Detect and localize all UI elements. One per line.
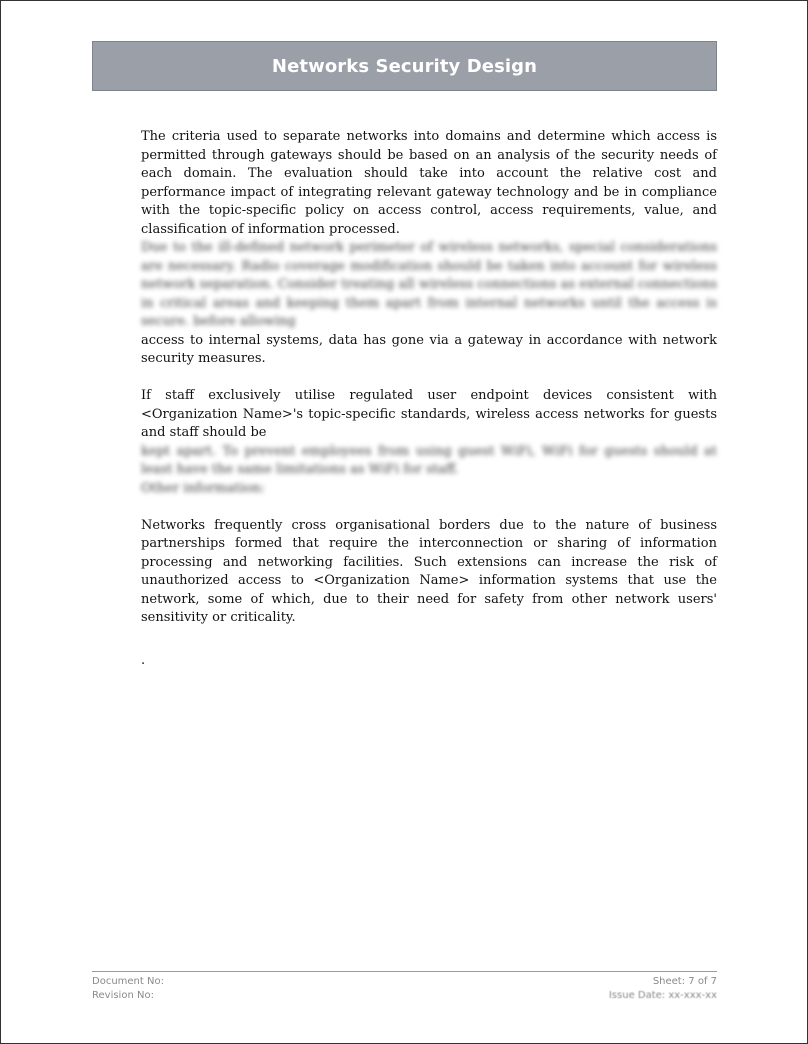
page-title: Networks Security Design [271, 55, 538, 77]
issue-date: Issue Date: xx-xxx-xx [608, 990, 717, 1001]
page-footer [92, 971, 717, 1003]
revision-number-label: Revision No: [92, 990, 154, 1001]
blurred-text-wireless: Due to the ill-defined network perimeter of wireless networks, special considerations are necessary. Radio coverage modification should be taken into account for wireless network separation. Consider treating all wireless connections as external connections in critical areas and keeping them apart from internal networks until the access is secure. before allowing [141, 240, 717, 329]
paragraph-criteria-tail: access to internal systems, data has gone via a gateway in accordance with network security measures. [141, 332, 717, 366]
paragraph-criteria: The criteria used to separate networks into domains and determine which access is permitted through gateways should be based on an analysis of the security needs of each domain. The evaluation should take into account the relative cost and performance impact of integrating relevant gateway technology and be in compliance with the topic-specific policy on access control, access requirements, value, and classification of information processed. [141, 129, 717, 237]
trailing-dot: . [141, 653, 146, 668]
sheet-number: Sheet: 7 of 7 [652, 976, 717, 987]
blurred-text-other-info: Other information: [141, 480, 265, 496]
paragraph-endpoint-devices: If staff exclusively utilise regulated user endpoint devices consistent with <Organization Name>'s topic-specific standards, wireless access networks for guests and staff should be [141, 388, 717, 440]
paragraph-organisational-borders: Networks frequently cross organisational borders due to the nature of business partnerships formed that require the interconnection or sharing of information processing and networking facilities. Such extensions can increase the risk of unauthorized access to <Organization Name> information systems that use the network, some of which, due to their need for safety from other network users' sensitivity or criticality. [141, 517, 717, 625]
document-body [141, 128, 717, 671]
title-bar [92, 41, 717, 91]
blurred-text-guest-wifi: kept apart. To prevent employees from using guest WiFi, WiFi for guests should at least have the same limitations as WiFi for staff. [141, 443, 717, 477]
document-number-label: Document No: [92, 976, 164, 987]
